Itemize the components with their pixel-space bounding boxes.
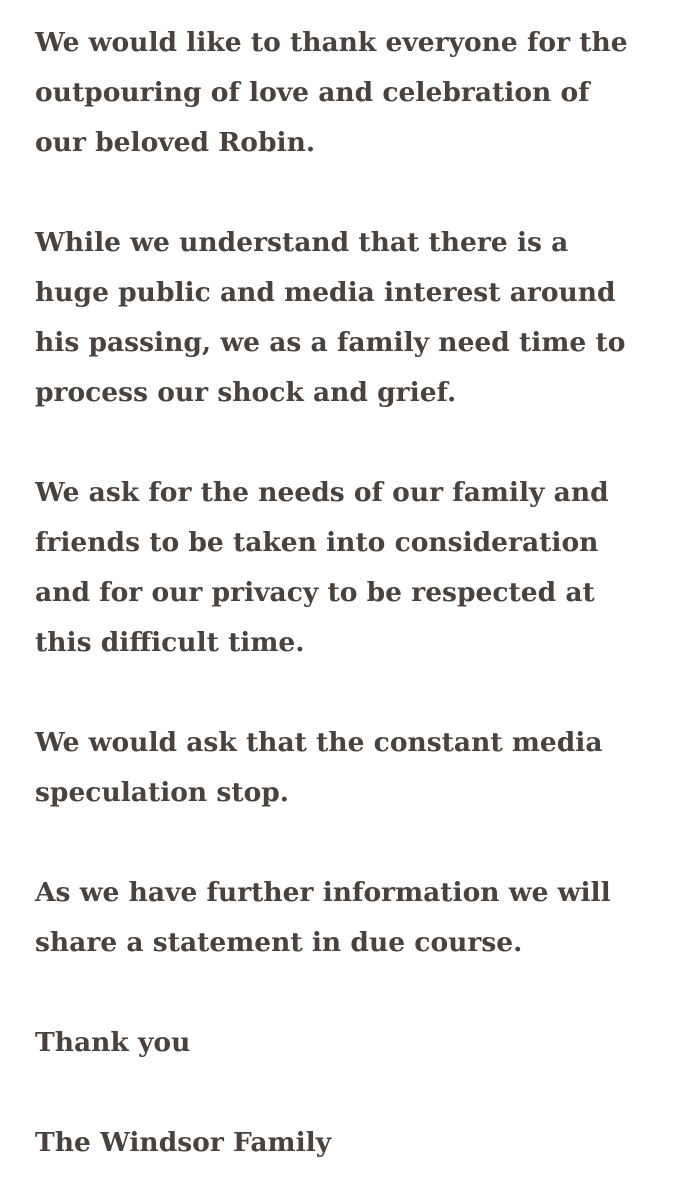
statement-paragraph-thanks: We would like to thank everyone for the outpouring of love and celebration of our beloved Robin. [35,27,628,158]
signoff: Thank you [35,1027,191,1058]
statement-paragraph-request: We ask for the needs of our family and friends to be taken into consideration and for our privacy to be respected at this difficult time. [35,477,609,658]
family-statement [35,18,675,1168]
signature: The Windsor Family [35,1127,332,1158]
statement-paragraph-speculation: We would ask that the constant media speculation stop. [35,727,603,808]
statement-paragraph-privacy-need: While we understand that there is a huge public and media interest around his passing, we as a family need time to process our shock and grief. [35,227,626,408]
statement-paragraph-further-info: As we have further information we will share a statement in due course. [35,877,611,958]
